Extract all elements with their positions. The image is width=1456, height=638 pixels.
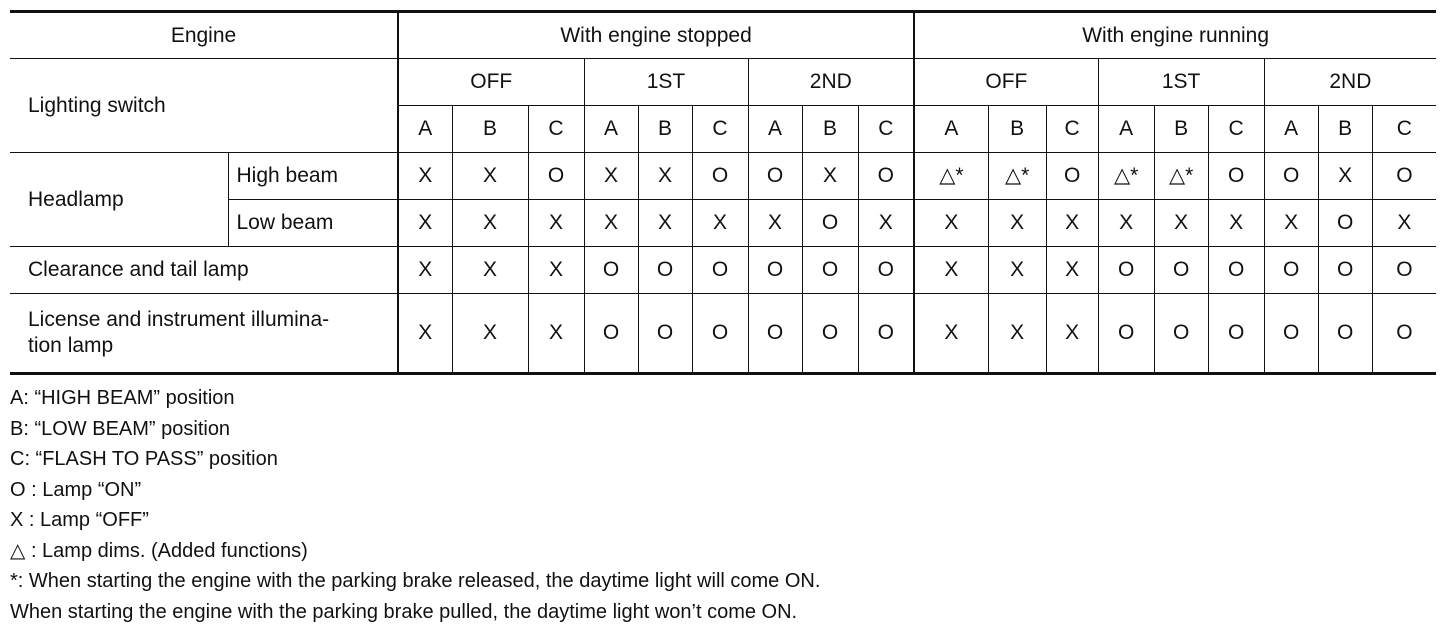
stopped-2nd-header: 2ND — [748, 59, 914, 106]
cell: O — [528, 153, 584, 200]
clearance-tail-label: Clearance and tail lamp — [10, 247, 398, 294]
headlamp-label: Headlamp — [10, 153, 228, 247]
cell: X — [692, 200, 748, 247]
cell: X — [1264, 200, 1318, 247]
cell: O — [1208, 247, 1264, 294]
cell: X — [398, 200, 452, 247]
note-b: B: “LOW BEAM” position — [10, 417, 231, 440]
cell: O — [748, 294, 802, 374]
cell: X — [528, 247, 584, 294]
cell: O — [1154, 294, 1208, 374]
cell: X — [452, 200, 528, 247]
cell: O — [802, 200, 858, 247]
cell: O — [858, 153, 914, 200]
dimmer-b-header: B — [802, 106, 858, 153]
cell: O — [1372, 247, 1436, 294]
cell: X — [748, 200, 802, 247]
dimmer-a-header: A — [748, 106, 802, 153]
cell: X — [1098, 200, 1154, 247]
cell: O — [1318, 247, 1372, 294]
cell: O — [584, 247, 638, 294]
license-illumination-label — [10, 294, 398, 374]
cell: O — [748, 153, 802, 200]
running-off-header: OFF — [914, 59, 1098, 106]
cell: O — [1208, 153, 1264, 200]
cell: X — [528, 294, 584, 374]
stopped-off-header: OFF — [398, 59, 584, 106]
cell: O — [1372, 153, 1436, 200]
dimmer-a-header: A — [914, 106, 988, 153]
cell: X — [802, 153, 858, 200]
engine-running-header: With engine running — [914, 12, 1436, 59]
cell: X — [398, 153, 452, 200]
cell: X — [1208, 200, 1264, 247]
lighting-operation-table — [10, 10, 1436, 375]
cell: X — [1318, 153, 1372, 200]
cell: O — [1264, 153, 1318, 200]
cell: X — [398, 247, 452, 294]
header-row-engine — [10, 12, 1436, 59]
cell: X — [988, 247, 1046, 294]
cell: X — [584, 153, 638, 200]
dimmer-b-header: B — [988, 106, 1046, 153]
cell: O — [1098, 247, 1154, 294]
engine-stopped-header: With engine stopped — [398, 12, 914, 59]
running-2nd-header: 2ND — [1264, 59, 1436, 106]
cell: O — [858, 247, 914, 294]
cell: O — [692, 247, 748, 294]
cell: X — [988, 200, 1046, 247]
lighting-switch-header: Lighting switch — [10, 59, 398, 153]
dimmer-b-header: B — [638, 106, 692, 153]
cell: X — [452, 294, 528, 374]
dimmer-c-header: C — [528, 106, 584, 153]
note-asterisk: *: When starting the engine with the parking brake released, the daytime light will come ON. — [10, 570, 821, 592]
cell: O — [1372, 294, 1436, 374]
cell: X — [638, 153, 692, 200]
dimmer-a-header: A — [1264, 106, 1318, 153]
cell: O — [584, 294, 638, 374]
high-beam-label: High beam — [228, 153, 398, 200]
cell: X — [584, 200, 638, 247]
cell: O — [1264, 247, 1318, 294]
cell: O — [692, 294, 748, 374]
row-clearance-tail — [10, 247, 1436, 294]
cell: O — [1318, 200, 1372, 247]
license-label-line1: License and instrument illumina- — [28, 308, 330, 331]
cell: X — [858, 200, 914, 247]
cell: △* — [1154, 153, 1208, 200]
note-a: A: “HIGH BEAM” position — [10, 387, 235, 409]
cell: X — [1046, 247, 1098, 294]
lighting-table-page — [10, 0, 1436, 627]
cell: O — [1264, 294, 1318, 374]
dimmer-a-header: A — [1098, 106, 1154, 153]
cell: O — [638, 294, 692, 374]
dimmer-c-header: C — [1208, 106, 1264, 153]
dimmer-b-header: B — [1154, 106, 1208, 153]
cell: X — [1372, 200, 1436, 247]
cell: X — [528, 200, 584, 247]
cell: X — [1046, 294, 1098, 374]
cell: O — [1046, 153, 1098, 200]
dimmer-b-header: B — [1318, 106, 1372, 153]
cell: O — [638, 247, 692, 294]
note-off: X : Lamp “OFF” — [10, 509, 149, 531]
cell: O — [748, 247, 802, 294]
cell: O — [1098, 294, 1154, 374]
cell: △* — [988, 153, 1046, 200]
low-beam-label: Low beam — [228, 200, 398, 247]
note-asterisk-cont: When starting the engine with the parking brake pulled, the daytime light won’t come ON. — [10, 600, 798, 623]
dimmer-c-header: C — [858, 106, 914, 153]
cell: X — [1046, 200, 1098, 247]
cell: O — [692, 153, 748, 200]
stopped-1st-header: 1ST — [584, 59, 748, 106]
cell: X — [1154, 200, 1208, 247]
cell: △* — [1098, 153, 1154, 200]
dimmer-c-header: C — [1372, 106, 1436, 153]
engine-header: Engine — [10, 12, 398, 59]
header-row-switch — [10, 59, 1436, 106]
dimmer-a-header: A — [584, 106, 638, 153]
cell: O — [1154, 247, 1208, 294]
license-label-line2: tion lamp — [28, 334, 114, 357]
cell: X — [988, 294, 1046, 374]
running-1st-header: 1ST — [1098, 59, 1264, 106]
note-dims: △ : Lamp dims. (Added functions) — [10, 539, 308, 562]
note-on: O : Lamp “ON” — [10, 478, 142, 501]
dimmer-b-header: B — [452, 106, 528, 153]
cell: X — [398, 294, 452, 374]
cell: X — [914, 200, 988, 247]
legend-notes — [10, 383, 1436, 627]
cell: △* — [914, 153, 988, 200]
row-high-beam — [10, 153, 1436, 200]
cell: O — [858, 294, 914, 374]
dimmer-c-header: C — [1046, 106, 1098, 153]
row-license-illumination — [10, 294, 1436, 374]
cell: X — [914, 294, 988, 374]
cell: O — [802, 247, 858, 294]
dimmer-c-header: C — [692, 106, 748, 153]
cell: X — [452, 153, 528, 200]
cell: O — [1208, 294, 1264, 374]
cell: O — [802, 294, 858, 374]
cell: O — [1318, 294, 1372, 374]
cell: X — [914, 247, 988, 294]
dimmer-a-header: A — [398, 106, 452, 153]
note-c: C: “FLASH TO PASS” position — [10, 448, 278, 470]
cell: X — [638, 200, 692, 247]
cell: X — [452, 247, 528, 294]
